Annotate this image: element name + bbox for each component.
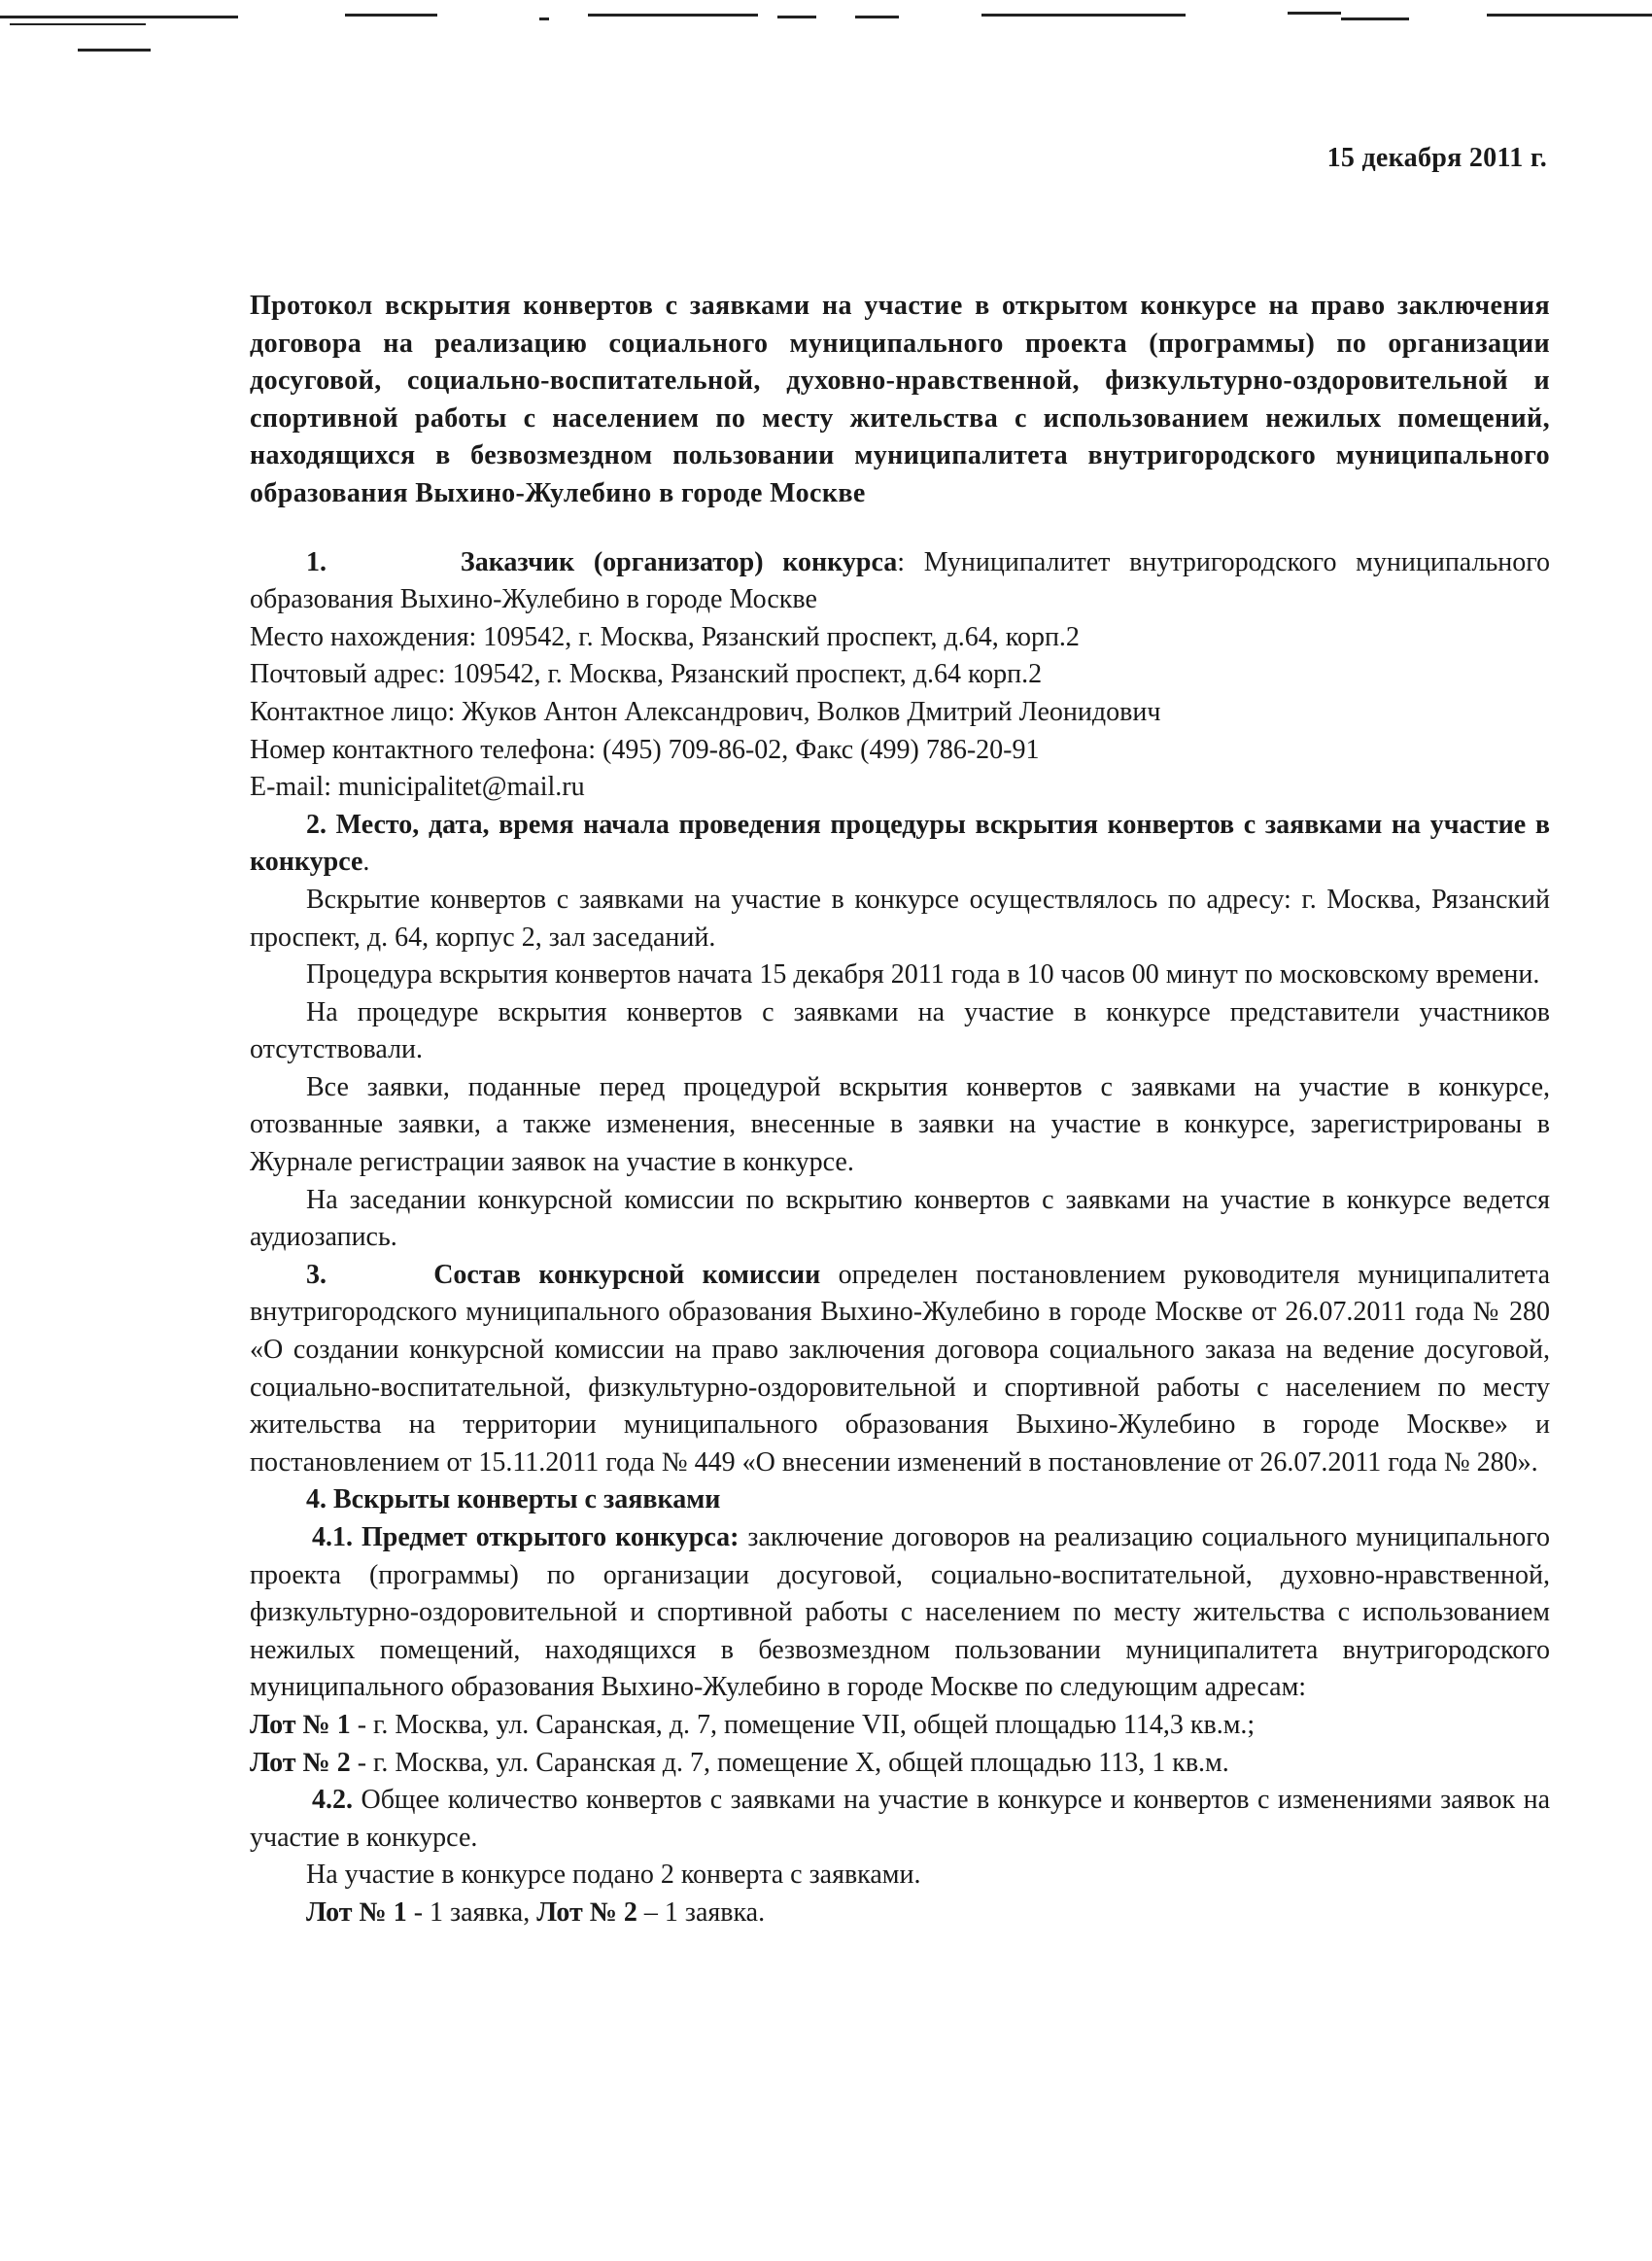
section-3-number: 3.: [306, 1259, 327, 1290]
section-1-customer: [250, 544, 1550, 619]
lot-1-label: Лот № 1: [250, 1709, 351, 1740]
scan-artifact-lines: [0, 0, 1652, 68]
document-body: [250, 288, 1550, 1932]
customer-postal-address: Почтовый адрес: 109542, г. Москва, Рязанский проспект, д.64 корп.2: [250, 659, 1043, 690]
section-2-paragraph-3: На процедуре вскрытия конвертов с заявками на участие в конкурсе представители участников отсутствовали.: [250, 996, 1550, 1065]
document-date: 15 декабря 2011 г.: [1326, 143, 1547, 173]
section-1-colon: :: [897, 546, 906, 577]
customer-contact-person: Контактное лицо: Жуков Антон Александрович, Волков Дмитрий Леонидович: [250, 696, 1161, 727]
section-4-1-subject: [250, 1519, 1550, 1707]
section-2-end: .: [362, 847, 370, 878]
section-2-number: 2.: [306, 809, 327, 840]
customer-email: E-mail: municipalitet@mail.ru: [250, 772, 585, 803]
section-3-commission: [250, 1257, 1550, 1482]
section-1-text: Муниципалитет внутригородского муниципального образования Выхино-Жулебино в городе Москве: [250, 546, 1550, 615]
document-title: Протокол вскрытия конвертов с заявками на участие в открытом конкурсе на право заключения договора на реализацию социального муниципального проекта (программы) по организации досуговой, социально-воспитательной, духовно-нравственной, физкультурно-оздоровительной и спортивной работы с населением по месту жительства с использованием нежилых помещений, находящихся в безвозмездном пользовании муниципалитета внутригородского муниципального образования Выхино-Жулебино в городе Москве: [250, 291, 1550, 508]
section-3-text: определен постановлением руководителя муниципалитета внутригородского муниципального образования Выхино-Жулебино в городе Москве от 26.07.2011 года № 280 «О создании конкурсной комиссии на право заключения договора социального заказа на ведение досуговой, социально-воспитательной, физкультурно-оздоровительной и спортивной работы с населением по месту жительства на территории муниципального образования Выхино-Жулебино в городе Москве» и постановлением от 15.11.2011 года № 449 «О внесении изменений в постановление от 26.07.2011 года № 280».: [250, 1259, 1551, 1478]
section-1-number: 1.: [306, 546, 327, 577]
section-2-paragraph-1: Вскрытие конвертов с заявками на участие в конкурсе осуществлялось по адресу: г. Москва, Рязанский проспект, д. 64, корпус 2, зал заседаний.: [250, 884, 1550, 953]
section-4-2-text: Общее количество конвертов с заявками на участие в конкурсе и конвертов с изменениями заявок на участие в конкурсе.: [250, 1785, 1550, 1853]
customer-location: Место нахождения: 109542, г. Москва, Рязанский проспект, д.64, корп.2: [250, 621, 1080, 652]
section-2-paragraph-5: На заседании конкурсной комиссии по вскрытию конвертов с заявками на участие в конкурсе ведется аудиозапись.: [250, 1184, 1550, 1253]
section-4-1-heading: 4.1. Предмет открытого конкурса:: [312, 1522, 740, 1552]
section-2-paragraph-4: Все заявки, поданные перед процедурой вскрытия конвертов с заявками на участие в конкурсе, отозванные заявки, а также изменения, внесенные в заявки на участие в конкурсе, зарегистрированы в Журнале регистрации заявок на участие в конкурсе.: [250, 1071, 1550, 1178]
section-3-heading: Состав конкурсной комиссии: [433, 1259, 821, 1290]
section-4-1-text: заключение договоров на реализацию социального муниципального проекта (программы) по организации досуговой, социально-воспитательной, духовно-нравственной, физкультурно-оздоровительной и спортивной работы с населением по месту жительства с использованием нежилых помещений, находящихся в безвозмездном пользовании муниципалитета внутригородского муниципального образования Выхино-Жулебино в городе Москве по следующим адресам:: [250, 1522, 1550, 1703]
lot-2-text: - г. Москва, ул. Саранская д. 7, помещение X, общей площадью 113, 1 кв.м.: [357, 1747, 1229, 1778]
section-2-heading: Место, дата, время начала проведения процедуры вскрытия конвертов с заявками на участие в конкурсе: [250, 809, 1551, 878]
lot-1-text: - г. Москва, ул. Саранская, д. 7, помещение VII, общей площадью 114,3 кв.м.;: [357, 1709, 1256, 1740]
customer-phone: Номер контактного телефона: (495) 709-86-02, Факс (499) 786-20-91: [250, 734, 1040, 765]
lot-2-label: Лот № 2: [250, 1747, 351, 1778]
section-1-heading: Заказчик (организатор) конкурса: [460, 546, 898, 577]
count-lot-1-label: Лот № 1: [306, 1896, 407, 1928]
section-4-2-heading: 4.2.: [312, 1785, 353, 1816]
count-lot-1-text: - 1 заявка,: [413, 1896, 531, 1928]
section-4-2-count: [250, 1782, 1550, 1857]
lot-2-address: [250, 1745, 1550, 1783]
lot-1-address: [250, 1707, 1550, 1745]
section-4-heading: 4. Вскрыты конверты с заявками: [306, 1484, 721, 1515]
applications-per-lot: [250, 1895, 1550, 1932]
submitted-envelopes: На участие в конкурсе подано 2 конверта с заявками.: [306, 1860, 921, 1891]
count-lot-2-label: Лот № 2: [536, 1896, 637, 1928]
section-2-paragraph-2: Процедура вскрытия конвертов начата 15 декабря 2011 года в 10 часов 00 минут по московскому времени.: [306, 959, 1540, 991]
section-2-heading-line: [250, 807, 1550, 882]
count-lot-2-text: – 1 заявка.: [643, 1896, 766, 1928]
